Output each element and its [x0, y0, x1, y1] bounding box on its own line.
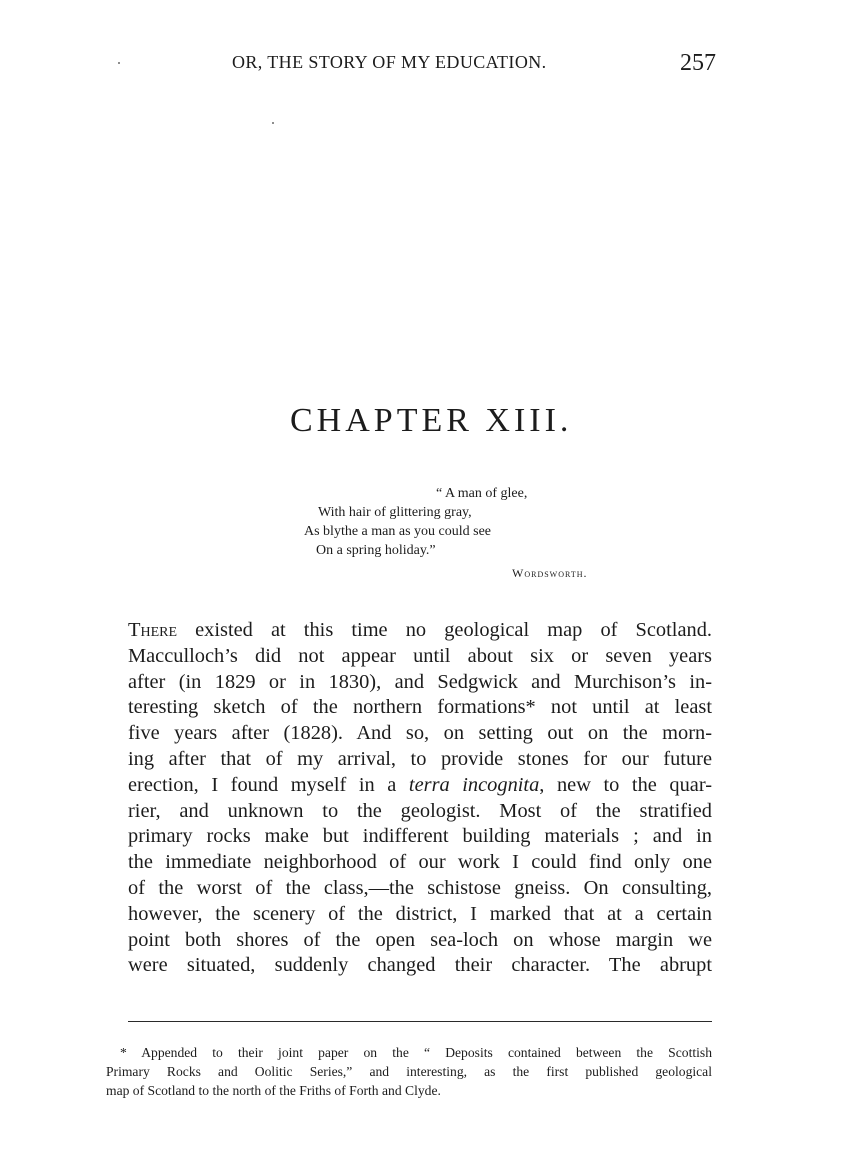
paper-speck	[118, 62, 120, 64]
body-line-text: existed at this time no geological map of Scotland.	[177, 619, 712, 641]
body-line: five years after (1828). And so, on setting out on the morn-	[128, 722, 712, 745]
footnote-divider	[128, 1021, 712, 1022]
body-line: however, the scenery of the district, I marked that at a certain	[128, 902, 712, 925]
body-paragraph	[128, 618, 712, 979]
body-line: point both shores of the open sea-loch on whose margin we	[128, 928, 712, 951]
epigraph-line: As blythe a man as you could see	[304, 524, 492, 539]
epigraph-line: “ A man of glee,	[436, 486, 528, 501]
body-line	[128, 773, 712, 799]
body-line-text: erection, I found myself in a	[128, 773, 409, 796]
body-line: after (in 1829 or in 1830), and Sedgwick and Murchison’s in-	[128, 670, 712, 693]
epigraph-line: On a spring holiday.”	[316, 543, 436, 558]
body-line: Macculloch’s did not appear until about six or seven years	[128, 644, 712, 667]
italic-phrase: terra incognita	[408, 773, 540, 796]
body-line: were situated, suddenly changed their character. The abrupt	[128, 954, 712, 977]
footnote-line: Primary Rocks and Oolitic Series,” and interesting, as the first published geological	[106, 1064, 712, 1079]
footnote	[106, 1043, 712, 1100]
running-head: OR, THE STORY OF MY EDUCATION.	[232, 52, 547, 72]
body-line	[128, 618, 712, 644]
body-line: of the worst of the class,—the schistose gneiss. On consulting,	[128, 876, 712, 899]
epigraph-line: With hair of glittering gray,	[318, 505, 472, 520]
body-line: teresting sketch of the northern formations* not until at least	[128, 696, 712, 719]
epigraph	[300, 484, 640, 583]
chapter-title: CHAPTER XIII.	[290, 402, 573, 439]
footnote-line: map of Scotland to the north of the Friths of Forth and Clyde.	[106, 1083, 441, 1098]
paper-speck	[272, 122, 274, 124]
body-line: the immediate neighborhood of our work I could find only one	[128, 851, 712, 874]
body-line: rier, and unknown to the geologist. Most of the stratified	[128, 799, 712, 822]
body-line: ing after that of my arrival, to provide stones for our future	[128, 747, 712, 770]
page-number: 257	[680, 50, 716, 76]
body-line-text: , new to the quar-	[539, 773, 713, 796]
body-line: primary rocks make but indifferent building materials ; and in	[128, 825, 712, 848]
epigraph-attribution: Wordsworth.	[512, 566, 588, 580]
footnote-line: * Appended to their joint paper on the “ Deposits contained between the Scottish	[120, 1045, 712, 1060]
opening-word: There	[128, 619, 178, 641]
